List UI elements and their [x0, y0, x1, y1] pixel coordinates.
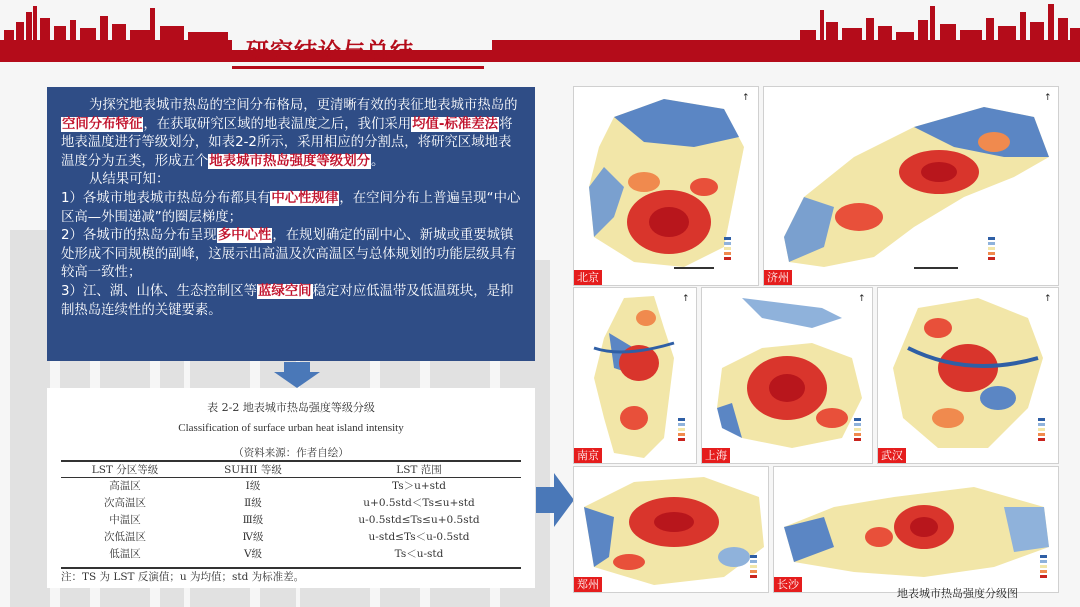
down-arrow-icon: [274, 362, 320, 388]
table-cell: Ⅰ级: [245, 480, 261, 492]
map-legend: [678, 418, 685, 443]
table-cell: 低温区: [109, 548, 141, 560]
summary-point-1: 1）各城市地表城市热岛分布都具有中心性规律，在空间分布上普遍呈现“中心区高—外围递减”的圈层梯度；: [61, 190, 521, 225]
map-label: 南京: [574, 448, 602, 463]
table-cell: 次低温区: [104, 531, 146, 543]
north-arrow-icon: ↑: [682, 294, 690, 304]
highlight-blue-green-space: 蓝绿空间: [258, 283, 312, 299]
highlight-spatial-features: 空间分布特征: [62, 116, 143, 132]
table-header-rule: [61, 477, 521, 478]
table-row: [61, 494, 521, 511]
map-legend: [1038, 418, 1045, 443]
table-cell: Ts＜u-std: [394, 548, 444, 560]
map-legend: [724, 237, 731, 262]
title-underline: [232, 66, 484, 69]
map-nanjing: [573, 287, 697, 464]
north-arrow-icon: ↑: [742, 93, 750, 103]
column-header: LST 分区等级: [91, 464, 159, 476]
table-note: 注：TS 为 LST 反演值；u 为均值；std 为标准差。: [61, 571, 305, 583]
table-caption-en: Classification of surface urban heat island intensity: [178, 422, 404, 434]
column-header: SUHII 等级: [224, 464, 282, 476]
table-row: [61, 545, 521, 562]
table-cell: 高温区: [109, 480, 141, 492]
highlight-method: 均值-标准差法: [412, 116, 499, 132]
summary-text-panel: [47, 87, 535, 361]
column-header: LST 范围: [396, 464, 442, 476]
classification-table-panel: [47, 388, 535, 588]
heat-island-map-image: [878, 288, 1059, 464]
table-cell: u+0.5std＜Ts≤u+std: [363, 497, 475, 509]
map-shanghai: [701, 287, 873, 464]
table-row: [61, 528, 521, 545]
summary-paragraph-1: 为探究地表城市热岛的空间分布格局，更清晰有效的表征地表城市热岛的空间分布特征，在获取研究区域的地表温度之后，我们采用均值-标准差法将地表温度进行等级划分，如表2-2所示，采用相应的分割点，将研究区域地表温度分为五类，形成五个地表城市热岛强度等级划分。: [61, 98, 518, 169]
map-changsha: [773, 466, 1059, 593]
map-wuhan: [877, 287, 1059, 464]
table-cell: 中温区: [109, 514, 141, 526]
header-skyline-banner: [0, 0, 1080, 62]
highlight-polycentric: 多中心性: [217, 228, 272, 244]
table-cell: u-0.5std≤Ts≤u+0.5std: [358, 513, 480, 526]
figure-caption: 地表城市热岛强度分级图: [897, 587, 1018, 600]
table-caption-cn: 表 2-2 地表城市热岛强度等级分级: [207, 401, 375, 414]
table-cell: Ts＞u+std: [391, 480, 447, 492]
map-label: 长沙: [774, 577, 802, 592]
map-legend: [750, 555, 757, 580]
north-arrow-icon: ↑: [858, 294, 866, 304]
map-legend: [1040, 555, 1047, 580]
table-cell: Ⅲ级: [242, 514, 264, 526]
scale-bar: [914, 267, 958, 269]
map-label: 武汉: [878, 448, 906, 463]
highlight-classification: 地表城市热岛强度等级划分: [209, 153, 370, 169]
right-arrow-icon: [536, 473, 574, 527]
table-cell: Ⅴ级: [243, 548, 263, 560]
heat-island-map-image: [764, 87, 1059, 286]
map-legend: [854, 418, 861, 443]
table-cell: 次高温区: [104, 497, 146, 509]
table-cell: u-std≤Ts＜u-0.5std: [368, 531, 470, 543]
table-header-row: [61, 462, 521, 477]
heat-island-map-image: [774, 467, 1059, 593]
summary-paragraph-2: 从结果可知：: [89, 172, 170, 188]
map-label: 北京: [574, 270, 602, 285]
map-zhengzhou: [573, 466, 769, 593]
summary-point-3: 3）江、湖、山体、生态控制区等蓝绿空间稳定对应低温带及低温斑块，是抑制热岛连续性的关键要素。: [61, 283, 514, 318]
map-beijing: [573, 86, 759, 286]
heat-island-map-image: [702, 288, 873, 464]
highlight-centrality: 中心性规律: [271, 190, 339, 206]
map-label: 济州: [764, 270, 792, 285]
north-arrow-icon: ↑: [1044, 294, 1052, 304]
table-row: [61, 511, 521, 528]
table-cell: Ⅱ级: [244, 497, 262, 509]
map-legend: [988, 237, 995, 262]
scale-bar: [674, 267, 714, 269]
table-cell: Ⅳ级: [242, 531, 264, 543]
north-arrow-icon: ↑: [1044, 93, 1052, 103]
table-source: （资料来源：作者自绘）: [233, 447, 349, 459]
heat-island-map-image: [574, 87, 759, 286]
table-row: [61, 477, 521, 494]
heat-island-map-image: [574, 467, 769, 593]
page-title: 研究结论与总结: [246, 39, 414, 65]
map-label: 上海: [702, 448, 730, 463]
map-label: 郑州: [574, 577, 602, 592]
map-jinan: [763, 86, 1059, 286]
summary-point-2: 2）各城市的热岛分布呈现多中心性，在规划确定的副中心、新城或重要城镇处形成不同规模的副峰，这展示出高温及次高温区与总体规划的功能层级具有较高一致性；: [61, 228, 517, 281]
